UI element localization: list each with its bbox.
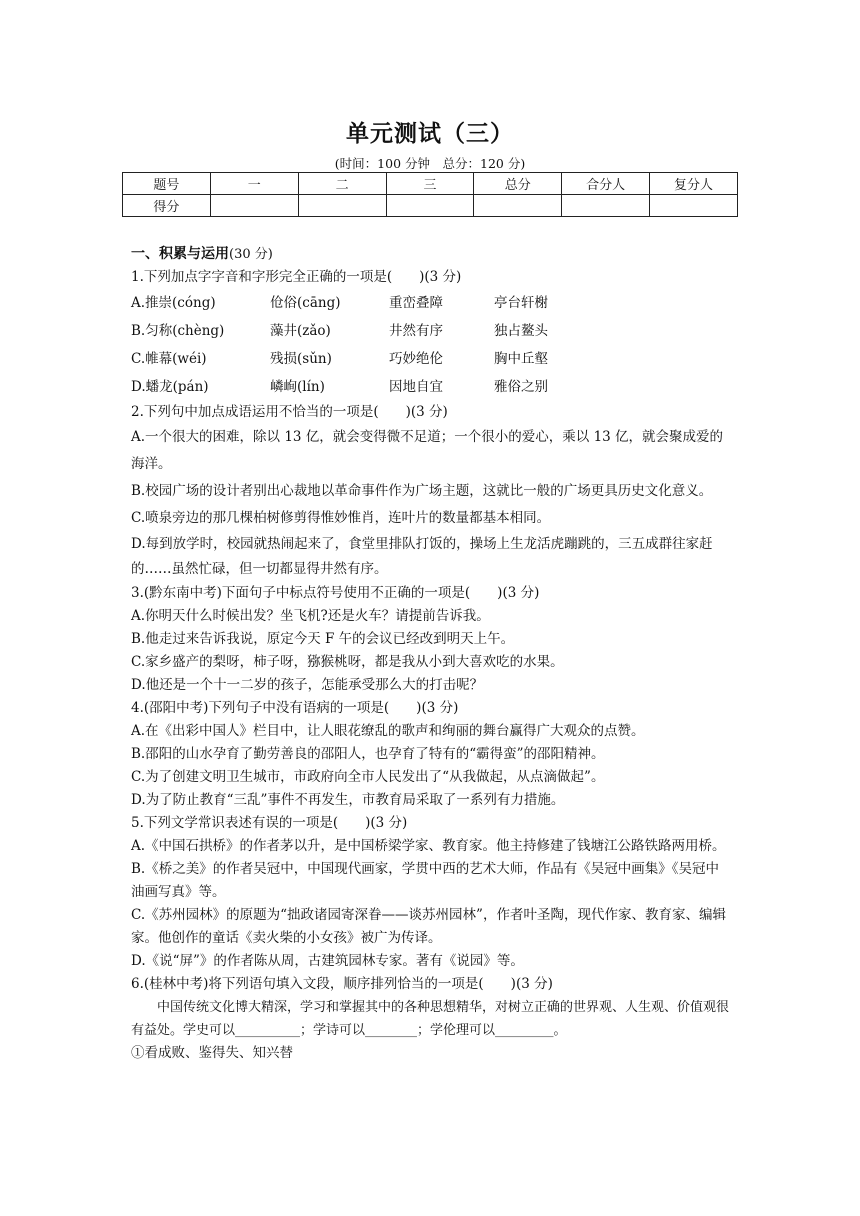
option-cell: 巧妙绝伦 xyxy=(389,351,443,367)
option-cell: 独占鳌头 xyxy=(494,323,548,339)
question-5-option-d: D.《说“屏”》的作者陈从周，古建筑园林专家。著有《说园》等。 xyxy=(131,953,524,969)
score-cell xyxy=(298,195,386,217)
question-4-stem: 4.(邵阳中考)下列句子中没有语病的一项是( )(3 分) xyxy=(131,700,459,716)
score-table xyxy=(122,172,738,217)
question-3-option-a: A.你明天什么时候出发？坐飞机?还是火车？请提前告诉我。 xyxy=(131,608,490,624)
question-2-option-b: B.校园广场的设计者别出心裁地以革命事件作为广场主题，这就比一般的广场更具历史文化意义。 xyxy=(131,483,713,499)
question-2-stem: 2.下列句中加点成语运用不恰当的一项是( )(3 分) xyxy=(131,404,448,420)
question-3-stem: 3.(黔东南中考)下面句子中标点符号使用不正确的一项是( )(3 分) xyxy=(131,585,540,601)
question-6-passage: 中国传统文化博大精深，学习和掌握其中的各种思想精华，对树立正确的世界观、人生观、价值观很有益处。学史可以__________；学诗可以________；学伦理可以_________。 xyxy=(131,1000,730,1038)
score-cell xyxy=(562,195,650,217)
score-header-cell: 三 xyxy=(386,173,474,195)
question-1-option-b xyxy=(131,317,731,345)
exam-content xyxy=(131,243,731,1065)
question-4-option-d: D.为了防止教育“三乱”事件不再发生，市教育局采取了一系列有力措施。 xyxy=(131,792,565,808)
option-cell: 残损(sǔn) xyxy=(270,351,332,367)
score-header-cell: 题号 xyxy=(123,173,211,195)
score-header-cell: 二 xyxy=(298,173,386,195)
option-cell: 藻井(zǎo) xyxy=(270,323,331,339)
question-5-option-a: A.《中国石拱桥》的作者茅以升，是中国桥梁学家、教育家。他主持修建了钱塘江公路铁路两用桥。 xyxy=(131,838,726,854)
page-title: 单元测试（三） xyxy=(346,121,514,147)
question-3-option-d: D.他还是一个十一二岁的孩子，怎能承受那么大的打击呢？ xyxy=(131,677,484,693)
score-header-cell: 一 xyxy=(210,173,298,195)
option-cell: D.蟠龙(pán) xyxy=(131,379,209,395)
question-1-option-a xyxy=(131,289,731,317)
question-6-stem: 6.(桂林中考)将下列语句填入文段，顺序排列恰当的一项是( )(3 分) xyxy=(131,976,553,992)
question-1-stem: 1.下列加点字字音和字形完全正确的一项是( )(3 分) xyxy=(131,269,462,285)
score-table-score-row xyxy=(123,195,738,217)
option-cell: 重峦叠障 xyxy=(389,295,443,311)
section-title: 一、积累与运用 xyxy=(131,246,229,262)
score-cell xyxy=(474,195,562,217)
question-2-option-a: A.一个很大的困难，除以 13 亿，就会变得微不足道；一个很小的爱心，乘以 13 亿，就会聚成爱的海洋。 xyxy=(131,429,724,472)
question-1-option-d xyxy=(131,373,731,401)
score-table-header-row xyxy=(123,173,738,195)
option-cell: C.帷幕(wéi) xyxy=(131,351,207,367)
option-cell: 因地自宜 xyxy=(389,379,443,395)
option-cell: 嶙峋(lín) xyxy=(270,379,325,395)
option-cell: 胸中丘壑 xyxy=(494,351,548,367)
question-2-option-c: C.喷泉旁边的那几棵柏树修剪得惟妙惟肖，连叶片的数量都基本相同。 xyxy=(131,510,551,526)
question-5-option-b: B.《桥之美》的作者吴冠中，中国现代画家，学贯中西的艺术大师，作品有《吴冠中画集》《吴冠中油画写真》等。 xyxy=(131,861,719,900)
question-4-option-b: B.邵阳的山水孕育了勤劳善良的邵阳人，也孕育了特有的“霸得蛮”的邵阳精神。 xyxy=(131,746,605,762)
exam-time-info: (时间：100 分钟 总分：120 分) xyxy=(334,156,526,171)
score-cell xyxy=(386,195,474,217)
question-5-option-c: C.《苏州园林》的原题为“拙政诸园寄深眷——谈苏州园林”，作者叶圣陶，现代作家、教育家、编辑家。他创作的童话《卖火柴的小女孩》被广为传译。 xyxy=(131,907,726,946)
score-header-cell: 复分人 xyxy=(650,173,738,195)
option-cell: A.推崇(cóng) xyxy=(131,295,216,311)
question-1-option-c xyxy=(131,345,731,373)
option-cell: 亭台轩榭 xyxy=(494,295,548,311)
option-cell: 伧俗(cāng) xyxy=(270,295,341,311)
option-cell: 雅俗之别 xyxy=(494,379,548,395)
option-cell: B.匀称(chèng) xyxy=(131,323,225,339)
question-4-option-a: A.在《出彩中国人》栏目中，让人眼花缭乱的歌声和绚丽的舞台赢得广大观众的点赞。 xyxy=(131,723,645,739)
question-6-item-1: ①看成败、鉴得失、知兴替 xyxy=(131,1045,293,1061)
question-3-option-c: C.家乡盛产的梨呀，柿子呀，猕猴桃呀，都是我从小到大喜欢吃的水果。 xyxy=(131,654,564,670)
section-points: (30 分) xyxy=(229,247,273,262)
score-row-label: 得分 xyxy=(123,195,211,217)
score-cell xyxy=(210,195,298,217)
question-3-option-b: B.他走过来告诉我说，原定今天 F 午的会议已经改到明天上午。 xyxy=(131,631,515,647)
section-heading xyxy=(131,243,731,266)
question-5-stem: 5.下列文学常识表述有误的一项是( )(3 分) xyxy=(131,815,408,831)
score-cell xyxy=(650,195,738,217)
question-2-option-d: D.每到放学时，校园就热闹起来了，食堂里排队打饭的，操场上生龙活虎蹦跳的，三五成群往家赶的……虽然忙碌，但一切都显得井然有序。 xyxy=(131,536,713,577)
option-cell: 井然有序 xyxy=(389,323,443,339)
question-4-option-c: C.为了创建文明卫生城市，市政府向全市人民发出了“从我做起，从点滴做起”。 xyxy=(131,769,605,785)
score-header-cell: 总分 xyxy=(474,173,562,195)
score-header-cell: 合分人 xyxy=(562,173,650,195)
